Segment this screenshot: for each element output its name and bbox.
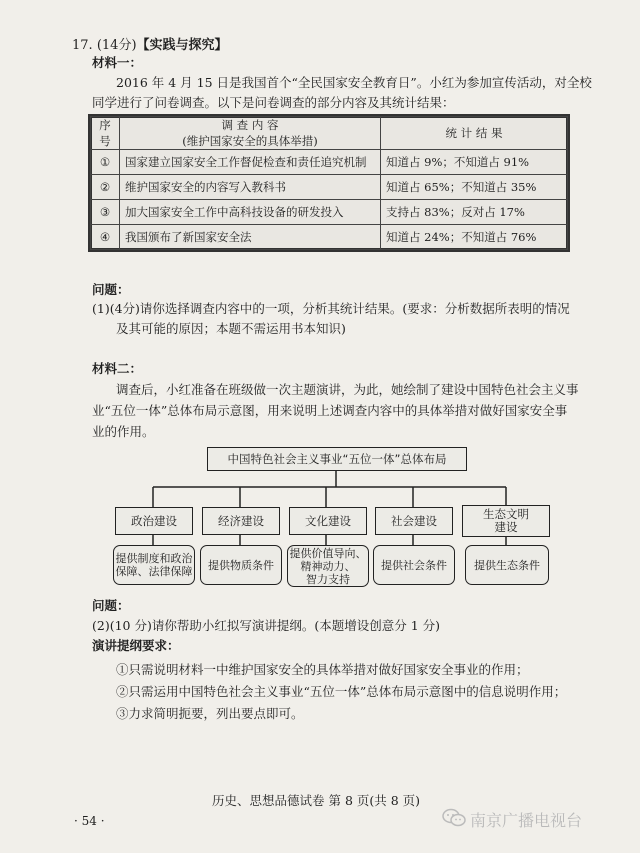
header-no: 序 号 — [91, 117, 120, 150]
pillar-economic: 经济建设 — [202, 507, 280, 535]
pillar-cultural: 文化建设 — [289, 507, 367, 535]
material1-title: 材料一： — [92, 55, 143, 70]
header-result: 统 计 结 果 — [381, 117, 568, 150]
effect-cultural: 提供价值导向、 精神动力、 智力支持 — [287, 545, 369, 587]
question-score: (14分) — [96, 38, 137, 53]
effect-social: 提供社会条件 — [373, 545, 455, 585]
table-row: ① 国家建立国家安全工作督促检查和责任追究机制 知道占 9%；不知道占 91% — [91, 150, 568, 175]
material2-para-line3: 业的作用。 — [92, 424, 155, 439]
page-mark: · 54 · — [74, 814, 105, 828]
pillar-political: 政治建设 — [115, 507, 193, 535]
pillar-ecological: 生态文明 建设 — [462, 505, 550, 537]
q1-line1: (1)(4分)请你选择调查内容中的一项，分析其统计结果。(要求：分析数据所表明的情况 — [92, 301, 570, 316]
material2-para-line1: 调查后，小红准备在班级做一次主题演讲，为此，她绘制了建设中国特色社会主义事 — [116, 382, 579, 397]
table-row: ③ 加大国家安全工作中高科技设备的研发投入 支持占 83%；反对占 17% — [91, 200, 568, 225]
diagram-title: 中国特色社会主义事业“五位一体”总体布局 — [207, 447, 467, 471]
effect-economic: 提供物质条件 — [200, 545, 282, 585]
q2-line1: (2)(10 分)请你帮助小红拟写演讲提纲。(本题增设创意分 1 分) — [92, 618, 440, 633]
requirement-item: ②只需运用中国特色社会主义事业“五位一体”总体布局示意图中的信息说明作用； — [116, 684, 567, 699]
requirement-item: ①只需说明材料一中维护国家安全的具体举措对做好国家安全事业的作用； — [116, 662, 529, 677]
table-row: ④ 我国颁布了新国家安全法 知道占 24%；不知道占 76% — [91, 225, 568, 250]
header-content: 调 查 内 容 (维护国家安全的具体举措) — [120, 117, 381, 150]
requirements-title: 演讲提纲要求： — [92, 638, 180, 653]
effect-political: 提供制度和政治 保障、法律保障 — [113, 545, 195, 585]
page-footer: 历史、思想品德试卷 第 8 页(共 8 页) — [212, 793, 421, 808]
wechat-icon — [442, 808, 466, 828]
material1-para-line2: 同学进行了问卷调查。以下是问卷调查的部分内容及其统计结果： — [92, 95, 455, 110]
question-number: 17. — [72, 38, 93, 53]
watermark-text: 南京广播电视台 — [470, 811, 583, 830]
question-tag: 【实践与探究】 — [136, 38, 228, 53]
requirement-item: ③力求简明扼要，列出要点即可。 — [116, 706, 304, 721]
q1-line2: 及其可能的原因；本题不需运用书本知识) — [116, 321, 346, 336]
q1-label: 问题： — [92, 282, 130, 297]
material2-para-line2: 业“五位一体”总体布局示意图，用来说明上述调查内容中的具体举措对做好国家安全事 — [92, 403, 568, 418]
effect-ecological: 提供生态条件 — [465, 545, 549, 585]
table-row: ② 维护国家安全的内容写入教科书 知道占 65%；不知道占 35% — [91, 175, 568, 200]
pillar-social: 社会建设 — [375, 507, 453, 535]
material1-para-line1: 2016 年 4 月 15 日是我国首个“全民国家安全教育日”。小红为参加宣传活动，对全校 — [116, 75, 592, 90]
material2-title: 材料二： — [92, 361, 143, 376]
q2-label: 问题： — [92, 598, 130, 613]
